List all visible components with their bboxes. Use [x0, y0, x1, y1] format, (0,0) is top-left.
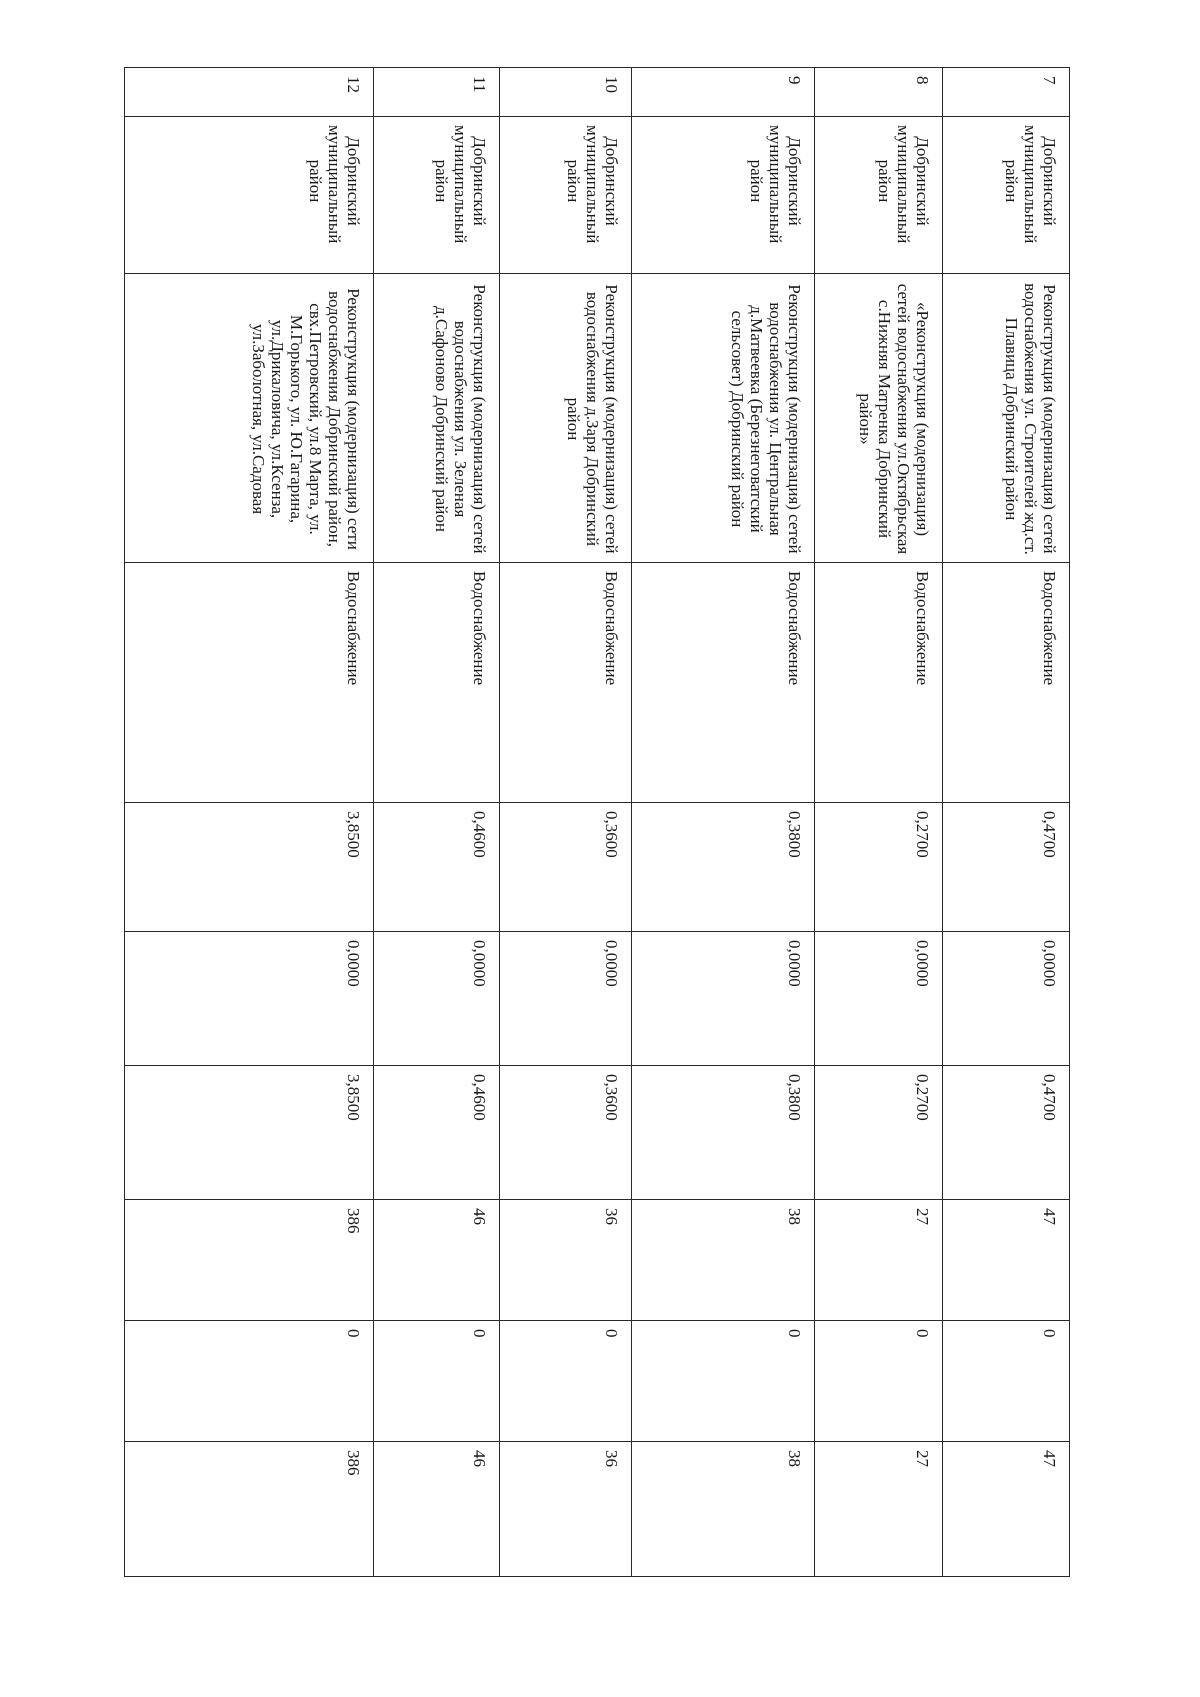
- value-funded: 3,8500: [125, 1066, 374, 1200]
- value-zero: 0,0000: [374, 932, 500, 1066]
- district-name: Добринский муниципальный район: [875, 125, 932, 244]
- projects-table: [124, 67, 1070, 1577]
- district-cell: [815, 117, 943, 274]
- project-type: Водоснабжение: [815, 563, 943, 803]
- value-total: 0,3600: [500, 803, 632, 932]
- district-cell: [943, 117, 1070, 274]
- value-zero: 0,0000: [632, 932, 815, 1066]
- project-type: Водоснабжение: [125, 563, 374, 803]
- project-name: Реконструкция (модернизация) сетей водоснабжения ул. Зеленая д.Сафоново Добринский район: [374, 274, 500, 563]
- count-funded: 38: [632, 1442, 815, 1577]
- project-name: Реконструкция (модернизация) сети водоснабжения Добринский район, свх.Петровский, ул.8 Марта, ул. М.Горького, ул. Ю.Гагарина, ул.Дрикаловича, ул.Ксенза, ул.Заболотная, ул.Садовая: [125, 274, 374, 563]
- row-number: 9: [632, 68, 815, 117]
- project-type: Водоснабжение: [500, 563, 632, 803]
- count-funded: 36: [500, 1442, 632, 1577]
- project-name: Реконструкция (модернизация) сетей водоснабжения ул. Центральная д.Матвеевка (Березнеговатский сельсовет) Добринский район: [632, 274, 815, 563]
- table-row: [374, 68, 500, 1577]
- count-funded: 46: [374, 1442, 500, 1577]
- table-row: [815, 68, 943, 1577]
- count-total: 36: [500, 1200, 632, 1321]
- value-total: 0,3800: [632, 803, 815, 932]
- value-total: 0,2700: [815, 803, 943, 932]
- table-row: [125, 68, 374, 1577]
- district-name: Добринский муниципальный район: [747, 125, 804, 244]
- count-funded: 47: [943, 1442, 1070, 1577]
- project-type: Водоснабжение: [943, 563, 1070, 803]
- value-zero: 0,0000: [815, 932, 943, 1066]
- value-funded: 0,4600: [374, 1066, 500, 1200]
- value-total: 3,8500: [125, 803, 374, 932]
- project-name: «Реконструкция (модернизация) сетей водоснабжения ул.Октябрьская с.Нижняя Матренка Добринский район»: [815, 274, 943, 563]
- row-number: 11: [374, 68, 500, 117]
- district-name: Добринский муниципальный район: [432, 125, 489, 244]
- district-name: Добринский муниципальный район: [1002, 125, 1059, 244]
- value-funded: 0,3600: [500, 1066, 632, 1200]
- count-zero: 0: [815, 1321, 943, 1442]
- count-zero: 0: [500, 1321, 632, 1442]
- row-number: 10: [500, 68, 632, 117]
- project-name: Реконструкция (модернизация) сетей водоснабжения ул. Строителей жд.ст. Плавица Добринский район: [943, 274, 1070, 563]
- count-funded: 386: [125, 1442, 374, 1577]
- table-row: [500, 68, 632, 1577]
- count-zero: 0: [632, 1321, 815, 1442]
- projects-table-body: [125, 68, 1070, 1577]
- count-funded: 27: [815, 1442, 943, 1577]
- row-number: 7: [943, 68, 1070, 117]
- count-total: 38: [632, 1200, 815, 1321]
- district-cell: [500, 117, 632, 274]
- count-total: 27: [815, 1200, 943, 1321]
- value-total: 0,4600: [374, 803, 500, 932]
- district-cell: [374, 117, 500, 274]
- project-name: Реконструкция (модернизация) сетей водоснабжения д.Заря Добринский район: [500, 274, 632, 563]
- district-cell: [125, 117, 374, 274]
- count-zero: 0: [374, 1321, 500, 1442]
- count-total: 46: [374, 1200, 500, 1321]
- value-zero: 0,0000: [500, 932, 632, 1066]
- count-zero: 0: [943, 1321, 1070, 1442]
- district-cell: [632, 117, 815, 274]
- project-type: Водоснабжение: [632, 563, 815, 803]
- project-type: Водоснабжение: [374, 563, 500, 803]
- value-funded: 0,4700: [943, 1066, 1070, 1200]
- district-name: Добринский муниципальный район: [564, 125, 621, 244]
- value-zero: 0,0000: [125, 932, 374, 1066]
- district-name: Добринский муниципальный район: [306, 125, 363, 244]
- count-zero: 0: [125, 1321, 374, 1442]
- value-total: 0,4700: [943, 803, 1070, 932]
- table-row: [632, 68, 815, 1577]
- value-funded: 0,2700: [815, 1066, 943, 1200]
- count-total: 47: [943, 1200, 1070, 1321]
- count-total: 386: [125, 1200, 374, 1321]
- value-zero: 0,0000: [943, 932, 1070, 1066]
- table-row: [943, 68, 1070, 1577]
- rotated-page: [125, 67, 1070, 1554]
- row-number: 8: [815, 68, 943, 117]
- row-number: 12: [125, 68, 374, 117]
- value-funded: 0,3800: [632, 1066, 815, 1200]
